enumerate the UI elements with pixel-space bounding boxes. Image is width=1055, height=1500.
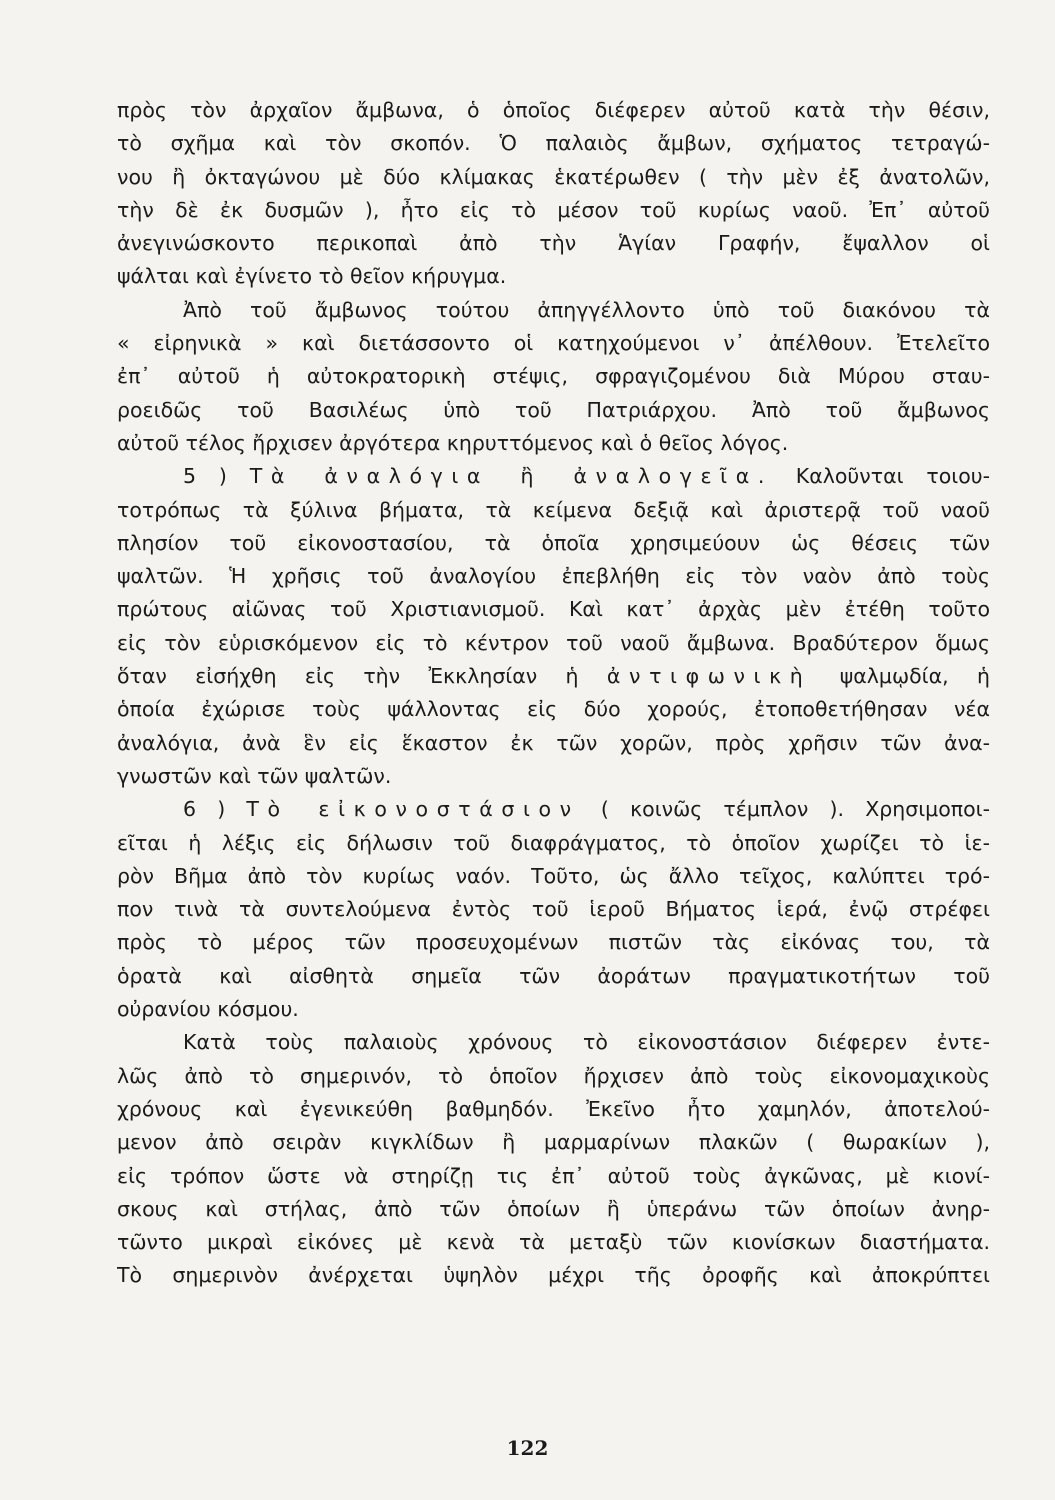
text-line: ροειδῶς τοῦ Βασιλέως ὑπὸ τοῦ Πατριάρχου. Ἀπὸ τοῦ ἄμβωνος — [117, 397, 990, 422]
text-line: ψάλται καὶ ἐγίνετο τὸ θεῖον κήρυγμα. — [117, 264, 507, 289]
spaced-heading: Τὰ ἀναλόγια ἢ ἀναλογεῖα. — [249, 464, 773, 489]
text-line: ἀναλόγια, ἀνὰ ἓν εἰς ἕκαστον ἐκ τῶν χορῶν, πρὸς χρῆσιν τῶν ἀνα- — [117, 730, 990, 755]
text-line: γνωστῶν καὶ τῶν ψαλτῶν. — [117, 763, 392, 788]
text-line: πρὸς τὸ μέρος τῶν προσευχομένων πιστῶν τὰς εἰκόνας του, τὰ — [117, 930, 990, 955]
spaced-term: ἀντιφωνικὴ — [606, 664, 812, 689]
text-line: ὁρατὰ καὶ αἰσθητὰ σημεῖα τῶν ἀοράτων πραγματικοτήτων τοῦ — [117, 963, 990, 988]
line-start: ὅταν εἰσήχθη εἰς τὴν Ἐκκλησίαν ἡ — [117, 664, 607, 689]
text-line: σκους καὶ στήλας, ἀπὸ τῶν ὁποίων ἢ ὑπεράνω τῶν ὁποίων ἀνηρ- — [117, 1196, 990, 1221]
text-line: « εἰρηνικὰ » καὶ διετάσσοντο οἱ κατηχούμενοι ν᾽ ἀπέλθουν. Ἐτελεῖτο — [117, 331, 990, 356]
text-line — [117, 660, 990, 693]
text-line: αὐτοῦ τέλος ἤρχισεν ἀργότερα κηρυττόμενος καὶ ὁ θεῖος λόγος. — [117, 430, 789, 455]
text-line: χρόνους καὶ ἐγενικεύθη βαθμηδόν. Ἐκεῖνο ἦτο χαμηλόν, ἀποτελού- — [117, 1096, 990, 1121]
heading-number: 5 ) — [183, 464, 250, 489]
heading-continuation: ( κοινῶς τέμπλον ). Χρησιμοποι- — [579, 797, 990, 822]
text-line: Κατὰ τοὺς παλαιοὺς χρόνους τὸ εἰκονοστάσιον διέφερεν ἐντε- — [183, 1030, 990, 1055]
line-end: ψαλμῳδία, ἡ — [811, 664, 990, 689]
text-line: πλησίον τοῦ εἰκονοστασίου, τὰ ὁποῖα χρησιμεύουν ὡς θέσεις τῶν — [117, 530, 990, 555]
text-line: Τὸ σημερινὸν ἀνέρχεται ὑψηλὸν μέχρι τῆς ὀροφῆς καὶ ἀποκρύπτει — [117, 1263, 990, 1288]
text-line: ἐπ᾽ αὐτοῦ ἡ αὐτοκρατορικὴ στέψις, σφραγιζομένου διὰ Μύρου σταυ- — [117, 364, 990, 389]
text-line: ὁποία ἐχώρισε τοὺς ψάλλοντας εἰς δύο χορούς, ἐτοποθετήθησαν νέα — [117, 697, 990, 722]
text-line: νου ἢ ὀκταγώνου μὲ δύο κλίμακας ἑκατέρωθεν ( τὴν μὲν ἐξ ἀνατολῶν, — [117, 164, 990, 189]
heading-continuation: Καλοῦνται τοιου- — [772, 464, 990, 489]
text-line: πον τινὰ τὰ συντελούμενα ἐντὸς τοῦ ἱεροῦ Βήματος ἱερά, ἐνῷ στρέφει — [117, 897, 990, 922]
text-line: πρὸς τὸν ἀρχαῖον ἄμβωνα, ὁ ὁποῖος διέφερεν αὐτοῦ κατὰ τὴν θέσιν, — [117, 98, 990, 122]
page-number: 122 — [506, 1436, 549, 1460]
text-line: ρὸν Βῆμα ἀπὸ τὸν κυρίως ναόν. Τοῦτο, ὡς ἄλλο τεῖχος, καλύπτει τρό- — [117, 863, 990, 888]
text-line: τοτρόπως τὰ ξύλινα βήματα, τὰ κείμενα δεξιᾷ καὶ ἀριστερᾷ τοῦ ναοῦ — [117, 497, 990, 522]
text-line: τῶντο μικραὶ εἰκόνες μὲ κενὰ τὰ μεταξὺ τῶν κιονίσκων διαστήματα. — [117, 1230, 990, 1255]
text-line: εἰς τρόπον ὥστε νὰ στηρίζῃ τις ἐπ᾽ αὐτοῦ τοὺς ἀγκῶνας, μὲ κιονί- — [117, 1163, 990, 1188]
text-line: εἰς τὸν εὑρισκόμενον εἰς τὸ κέντρον τοῦ ναοῦ ἄμβωνα. Βραδύτερον ὅμως — [117, 630, 990, 655]
heading-number: 6 ) — [183, 797, 247, 822]
section-heading-line — [117, 793, 990, 826]
text-line: πρώτους αἰῶνας τοῦ Χριστιανισμοῦ. Καὶ κατ᾽ ἀρχὰς μὲν ἐτέθη τοῦτο — [117, 597, 990, 622]
text-line: εῖται ἡ λέξις εἰς δήλωσιν τοῦ διαφράγματος, τὸ ὁποῖον χωρίζει τὸ ἱε- — [117, 830, 990, 855]
text-line: ἀνεγινώσκοντο περικοπαὶ ἀπὸ τὴν Ἁγίαν Γραφήν, ἔψαλλον οἱ — [117, 231, 990, 256]
text-line: Ἀπὸ τοῦ ἄμβωνος τούτου ἀπηγγέλλοντο ὑπὸ τοῦ διακόνου τὰ — [183, 297, 990, 322]
text-line: μενον ἀπὸ σειρὰν κιγκλίδων ἢ μαρμαρίνων πλακῶν ( θωρακίων ), — [117, 1130, 990, 1155]
section-heading-line — [117, 460, 990, 493]
text-line: οὐρανίου κόσμου. — [117, 997, 299, 1022]
text-line: τὸ σχῆμα καὶ τὸν σκοπόν. Ὁ παλαιὸς ἄμβων, σχήματος τετραγώ- — [117, 131, 990, 156]
text-line: τὴν δὲ ἐκ δυσμῶν ), ἦτο εἰς τὸ μέσον τοῦ κυρίως ναοῦ. Ἐπ᾽ αὐτοῦ — [117, 197, 990, 222]
page-text — [117, 94, 990, 1414]
spaced-heading: Τὸ εἰκονοστάσιον — [246, 797, 580, 822]
text-line: λῶς ἀπὸ τὸ σημερινόν, τὸ ὁποῖον ἤρχισεν ἀπὸ τοὺς εἰκονομαχικοὺς — [117, 1063, 990, 1088]
text-line: ψαλτῶν. Ἡ χρῆσις τοῦ ἀναλογίου ἐπεβλήθη εἰς τὸν ναὸν ἀπὸ τοὺς — [117, 564, 990, 589]
